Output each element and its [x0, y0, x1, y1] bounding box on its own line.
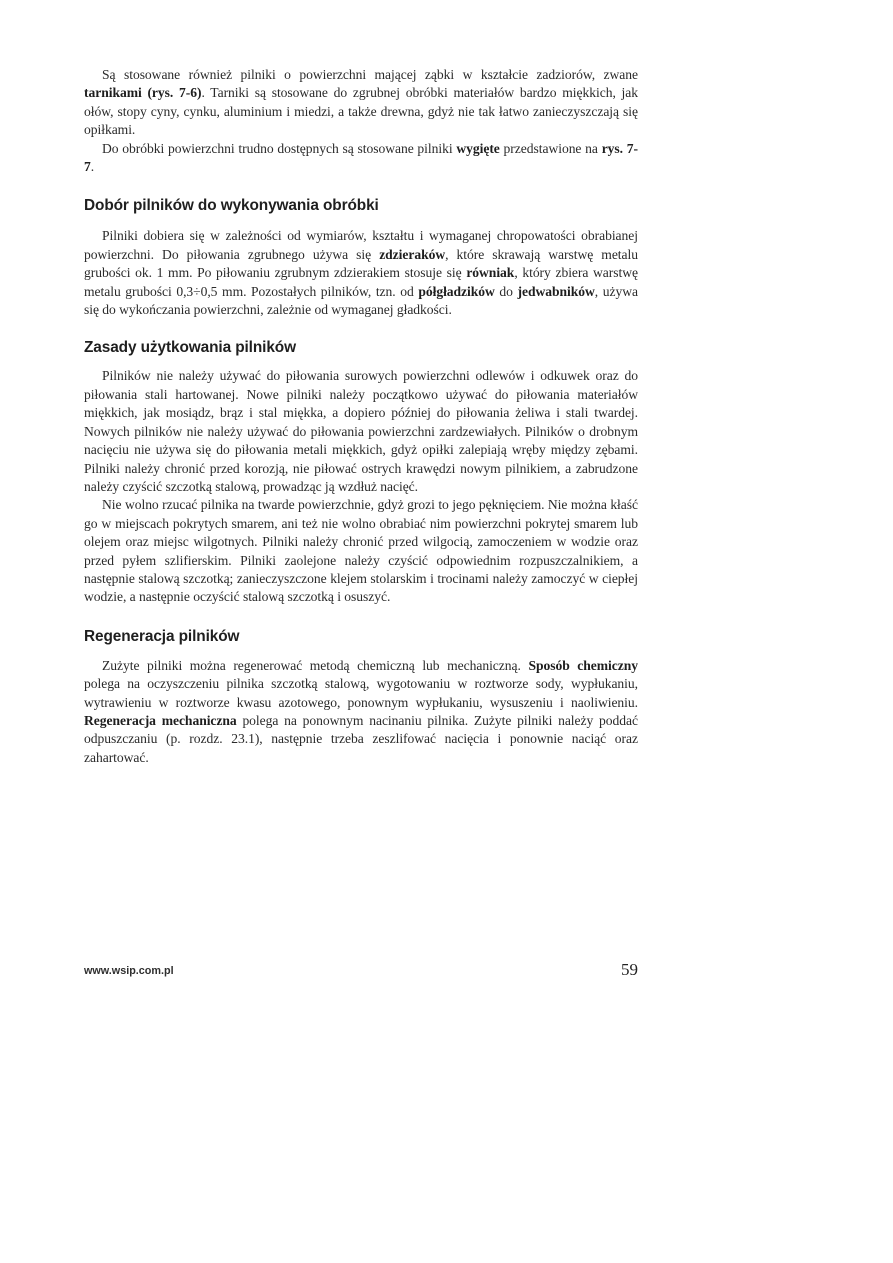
text-run: Do obróbki powierzchni trudno dostępnych są stosowane pilniki — [102, 140, 457, 156]
text-run: , używa się do wykończania powierzchni, zależnie od wymaganej gładkości. — [84, 283, 638, 318]
bold-term: wygięte — [456, 140, 500, 156]
footer-url: www.wsip.com.pl — [84, 965, 174, 977]
text-run: przedstawione na — [499, 140, 602, 156]
intro-paragraph-1 — [84, 66, 638, 140]
text-run: do — [494, 283, 518, 299]
intro-paragraph-2 — [84, 140, 638, 177]
text-run: . Tarniki są stosowane do zgrubnej obróbki materiałów bardzo miękkich, jak ołów, stopy cyny, cynku, aluminium i miedzi, a także drewna, gdyż nie tak łatwo zanieczyszczają się opiłkami. — [84, 85, 638, 138]
text-run: polega na oczyszczeniu pilnika szczotką stalową, wygotowaniu w roztworze sody, wypłukaniu, wytrawieniu w roztworze kwasu azotowego, ponownym wypłukaniu, wysuszeniu i naoliwieniu. — [84, 676, 638, 710]
text-run: Pilniki dobiera się w zależności od wymiarów, kształtu i wymaganej chropowatości obrabianej powierzchni. Do piłowania zgrubnego używa się — [84, 228, 638, 262]
bold-term: zdzieraków — [379, 246, 446, 262]
text-run: . — [90, 159, 95, 175]
page-content — [84, 66, 638, 767]
bold-term: Regeneracja mechaniczna — [84, 712, 237, 728]
bold-term: Sposób chemiczny — [528, 657, 638, 673]
bold-term: równiak — [466, 265, 515, 281]
bold-term: tarnikami (rys. 7-6) — [84, 85, 202, 101]
section-heading-regeneration: Regeneracja pilników — [84, 627, 240, 645]
usage-rules-paragraph-2 — [84, 496, 638, 606]
text-run: Są stosowane również pilniki o powierzchni mającej ząbki w kształcie zadziorów, zwane — [102, 67, 638, 82]
bold-term: jedwabników — [517, 283, 595, 299]
regeneration-paragraph — [84, 657, 638, 767]
page-number: 59 — [621, 960, 638, 979]
text-run: , które skrawają warstwę metalu grubości ok. 1 mm. Po piłowaniu zgrubnym zdzierakiem stosuje się — [84, 246, 638, 281]
text-run: , który zbiera warstwę metalu grubości 0,3÷0,5 mm. Pozostałych pilników, tzn. od — [84, 265, 638, 299]
file-selection-paragraph — [84, 227, 638, 319]
text-run: Zużyte pilniki można regenerować metodą chemiczną lub mechaniczną. — [102, 657, 529, 673]
text-run: Pilników nie należy używać do piłowania surowych powierzchni odlewów i odkuwek oraz do piłowania stali hartowanej. Nowe pilniki należy początkowo używać do piłowania materiałów miękkich, jak mosiądz, brąz i stal miękka, a dopiero później do piłowania żeliwa i stali twardej. Nowych pilników nie należy używać do piłowania powierzchni zardzewiałych. Pilników o drobnym nacięciu nie używa się do piłowania metali miękkich, gdyż opiłki zalepiają wręby między zębami. Pilniki należy chronić przed korozją, nie piłować ostrych krawędzi nowym pilnikiem, a zabrudzone należy czyścić szczotką stalową, prowadząc ją wzdłuż nacięć. — [84, 368, 638, 494]
text-run: polega na ponownym nacinaniu pilnika. Zużyte pilniki należy poddać odpuszczaniu (p. rozdz. 23.1), następnie trzeba zeszlifować nacięcia i ponownie naciąć oraz zahartować. — [84, 712, 638, 765]
text-run: Nie wolno rzucać pilnika na twarde powierzchnie, gdyż grozi to jego pęknięciem. Nie można kłaść go w miejscach pokrytych smarem, ani też nie wolno obrabiać nim powierzchni pokrytej smarem lub olejem oraz miejsc wilgotnych. Pilniki należy chronić przed wilgocią, zamoczeniem w wodzie oraz przed pyłem szlifierskim. Pilniki zaolejone należy czyścić odpowiednim rozpuszczalnikiem, a następnie stalową szczotką; zanieczyszczone klejem stolarskim i trocinami należy zamoczyć w ciepłej wodzie, a następnie oczyścić stalową szczotką i osuszyć. — [84, 497, 638, 605]
section-heading-usage-rules: Zasady użytkowania pilników — [84, 339, 296, 357]
bold-term: półgładzików — [418, 283, 495, 299]
section-heading-file-selection: Dobór pilników do wykonywania obróbki — [84, 197, 379, 215]
bold-term: rys. 7-7 — [84, 140, 638, 175]
usage-rules-paragraph-1 — [84, 367, 638, 496]
